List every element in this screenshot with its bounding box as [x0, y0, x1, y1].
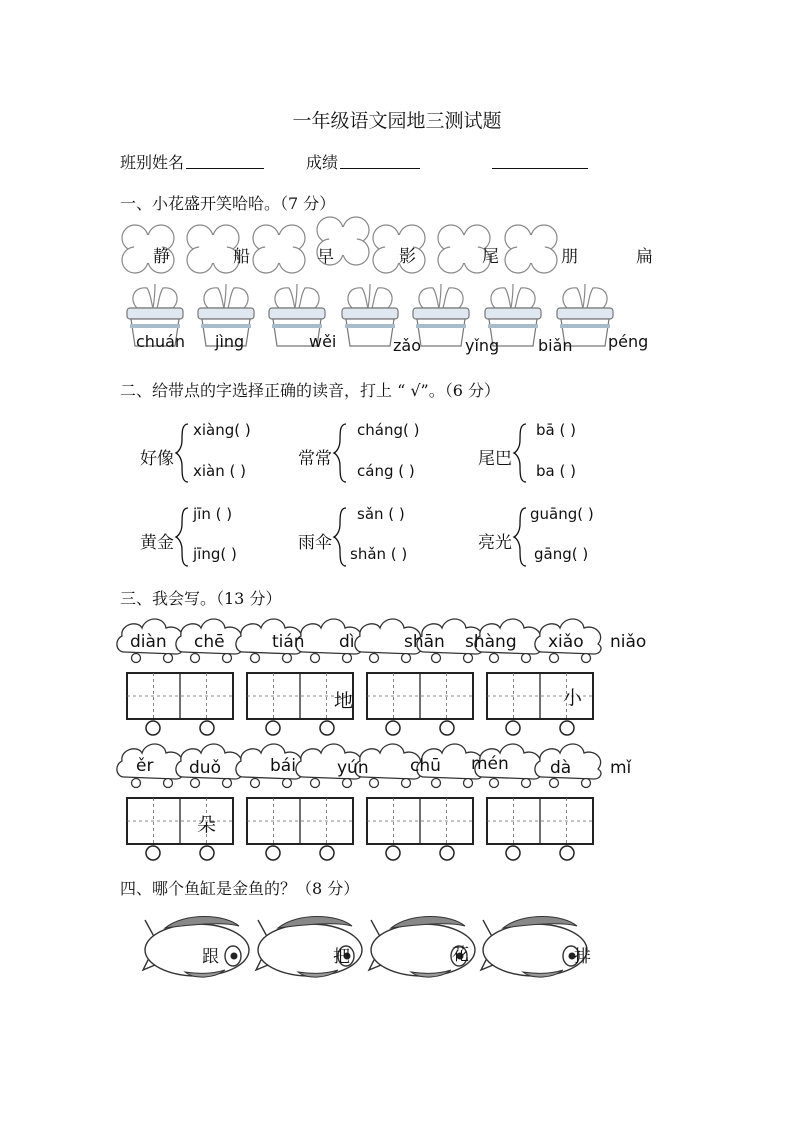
- cloud-pinyin: tián: [272, 632, 305, 652]
- pinyin-option[interactable]: cháng( ): [357, 421, 420, 439]
- pinyin-option[interactable]: guāng( ): [530, 505, 594, 523]
- pot-pinyin: biǎn: [538, 336, 573, 355]
- cloud-pinyin: bái: [270, 756, 296, 776]
- choice-word: 雨伞: [298, 533, 332, 553]
- fish-char: 把: [333, 947, 350, 967]
- choice-word: 尾巴: [478, 449, 512, 469]
- pinyin-option[interactable]: cáng ( ): [357, 462, 415, 480]
- flower-pot: [342, 284, 398, 346]
- section4-heading: 四、哪个鱼缸是金鱼的？（8 分）: [120, 879, 360, 898]
- writing-grid[interactable]: [247, 798, 353, 860]
- cloud-pinyin: shàng: [465, 632, 517, 652]
- pinyin-option[interactable]: xiàng( ): [193, 421, 251, 439]
- pot-pinyin: wěi: [309, 332, 337, 351]
- pinyin-option[interactable]: ba ( ): [536, 462, 576, 480]
- cloud-pinyin: xiǎo: [548, 632, 584, 652]
- cloud-pinyin: mén: [471, 754, 509, 774]
- flower-shape: [505, 225, 557, 273]
- flower-char: 扁: [636, 247, 653, 267]
- writing-grid[interactable]: [367, 673, 473, 735]
- cloud-pinyin: mǐ: [610, 758, 632, 778]
- cloud-pinyin: yún: [337, 758, 369, 778]
- fish-char: 花: [452, 945, 469, 965]
- flower-char: 尾: [482, 247, 499, 267]
- cloud-pinyin: dà: [550, 758, 572, 778]
- cloud-pinyin: duǒ: [189, 758, 221, 778]
- pinyin-option[interactable]: shǎn ( ): [350, 545, 408, 563]
- cloud-pinyin: niǎo: [610, 632, 647, 652]
- choice-word: 亮光: [478, 533, 512, 553]
- writing-grid[interactable]: [127, 673, 233, 735]
- flower-char: 早: [317, 247, 334, 267]
- pinyin-option[interactable]: gāng( ): [534, 545, 589, 563]
- section3-heading: 三、我会写。（13 分）: [120, 589, 282, 608]
- pot-pinyin: péng: [608, 332, 649, 351]
- cloud-pinyin: diàn: [130, 632, 167, 652]
- section2-heading: 二、给带点的字选择正确的读音，打上 “ √”。（6 分）: [120, 381, 500, 400]
- cloud-pinyin: chū: [410, 756, 441, 776]
- score-label: 成绩: [306, 153, 339, 172]
- cloud-pinyin: dì: [339, 632, 355, 652]
- fish-shape: [143, 917, 249, 978]
- cloud-pinyin: chē: [194, 632, 225, 652]
- flower-char: 朋: [561, 247, 578, 267]
- fish-shape: [481, 917, 587, 978]
- pot-pinyin: yǐng: [465, 336, 500, 355]
- choice-word: 黄金: [140, 533, 174, 553]
- cloud-pinyin: shān: [404, 632, 445, 652]
- flower-shape: [187, 225, 239, 273]
- pot-pinyin: chuán: [136, 332, 186, 351]
- pinyin-option[interactable]: jīng( ): [193, 545, 237, 563]
- fish-char: 排: [574, 947, 591, 967]
- flower-char: 船: [233, 247, 250, 267]
- pot-pinyin: jìng: [215, 332, 245, 351]
- flower-pot: [413, 284, 469, 346]
- section1-heading: 一、小花盛开笑哈哈。（7 分）: [120, 194, 336, 213]
- choice-word: 好像: [140, 449, 174, 469]
- given-char: 小: [563, 687, 583, 709]
- flower-char: 静: [153, 247, 170, 267]
- given-char: 地: [334, 690, 354, 712]
- writing-grid[interactable]: [127, 798, 233, 860]
- flower-shape: [253, 225, 305, 273]
- page-title: 一年级语文园地三测试题: [292, 110, 502, 132]
- pinyin-option[interactable]: xiàn ( ): [193, 462, 246, 480]
- name-label: 姓名: [152, 153, 185, 172]
- pinyin-option[interactable]: bā ( ): [536, 421, 576, 439]
- writing-grid[interactable]: [487, 798, 593, 860]
- cloud-pinyin: ěr: [136, 756, 154, 776]
- class-label: 班别: [120, 153, 153, 172]
- pinyin-option[interactable]: sǎn ( ): [357, 505, 405, 523]
- given-char: 朵: [197, 814, 217, 836]
- choice-word: 常常: [298, 449, 332, 469]
- fish-char: 跟: [202, 947, 219, 967]
- writing-grid[interactable]: [367, 798, 473, 860]
- pinyin-option[interactable]: jīn ( ): [193, 505, 233, 523]
- flower-char: 影: [399, 247, 416, 267]
- pot-pinyin: zǎo: [393, 336, 421, 355]
